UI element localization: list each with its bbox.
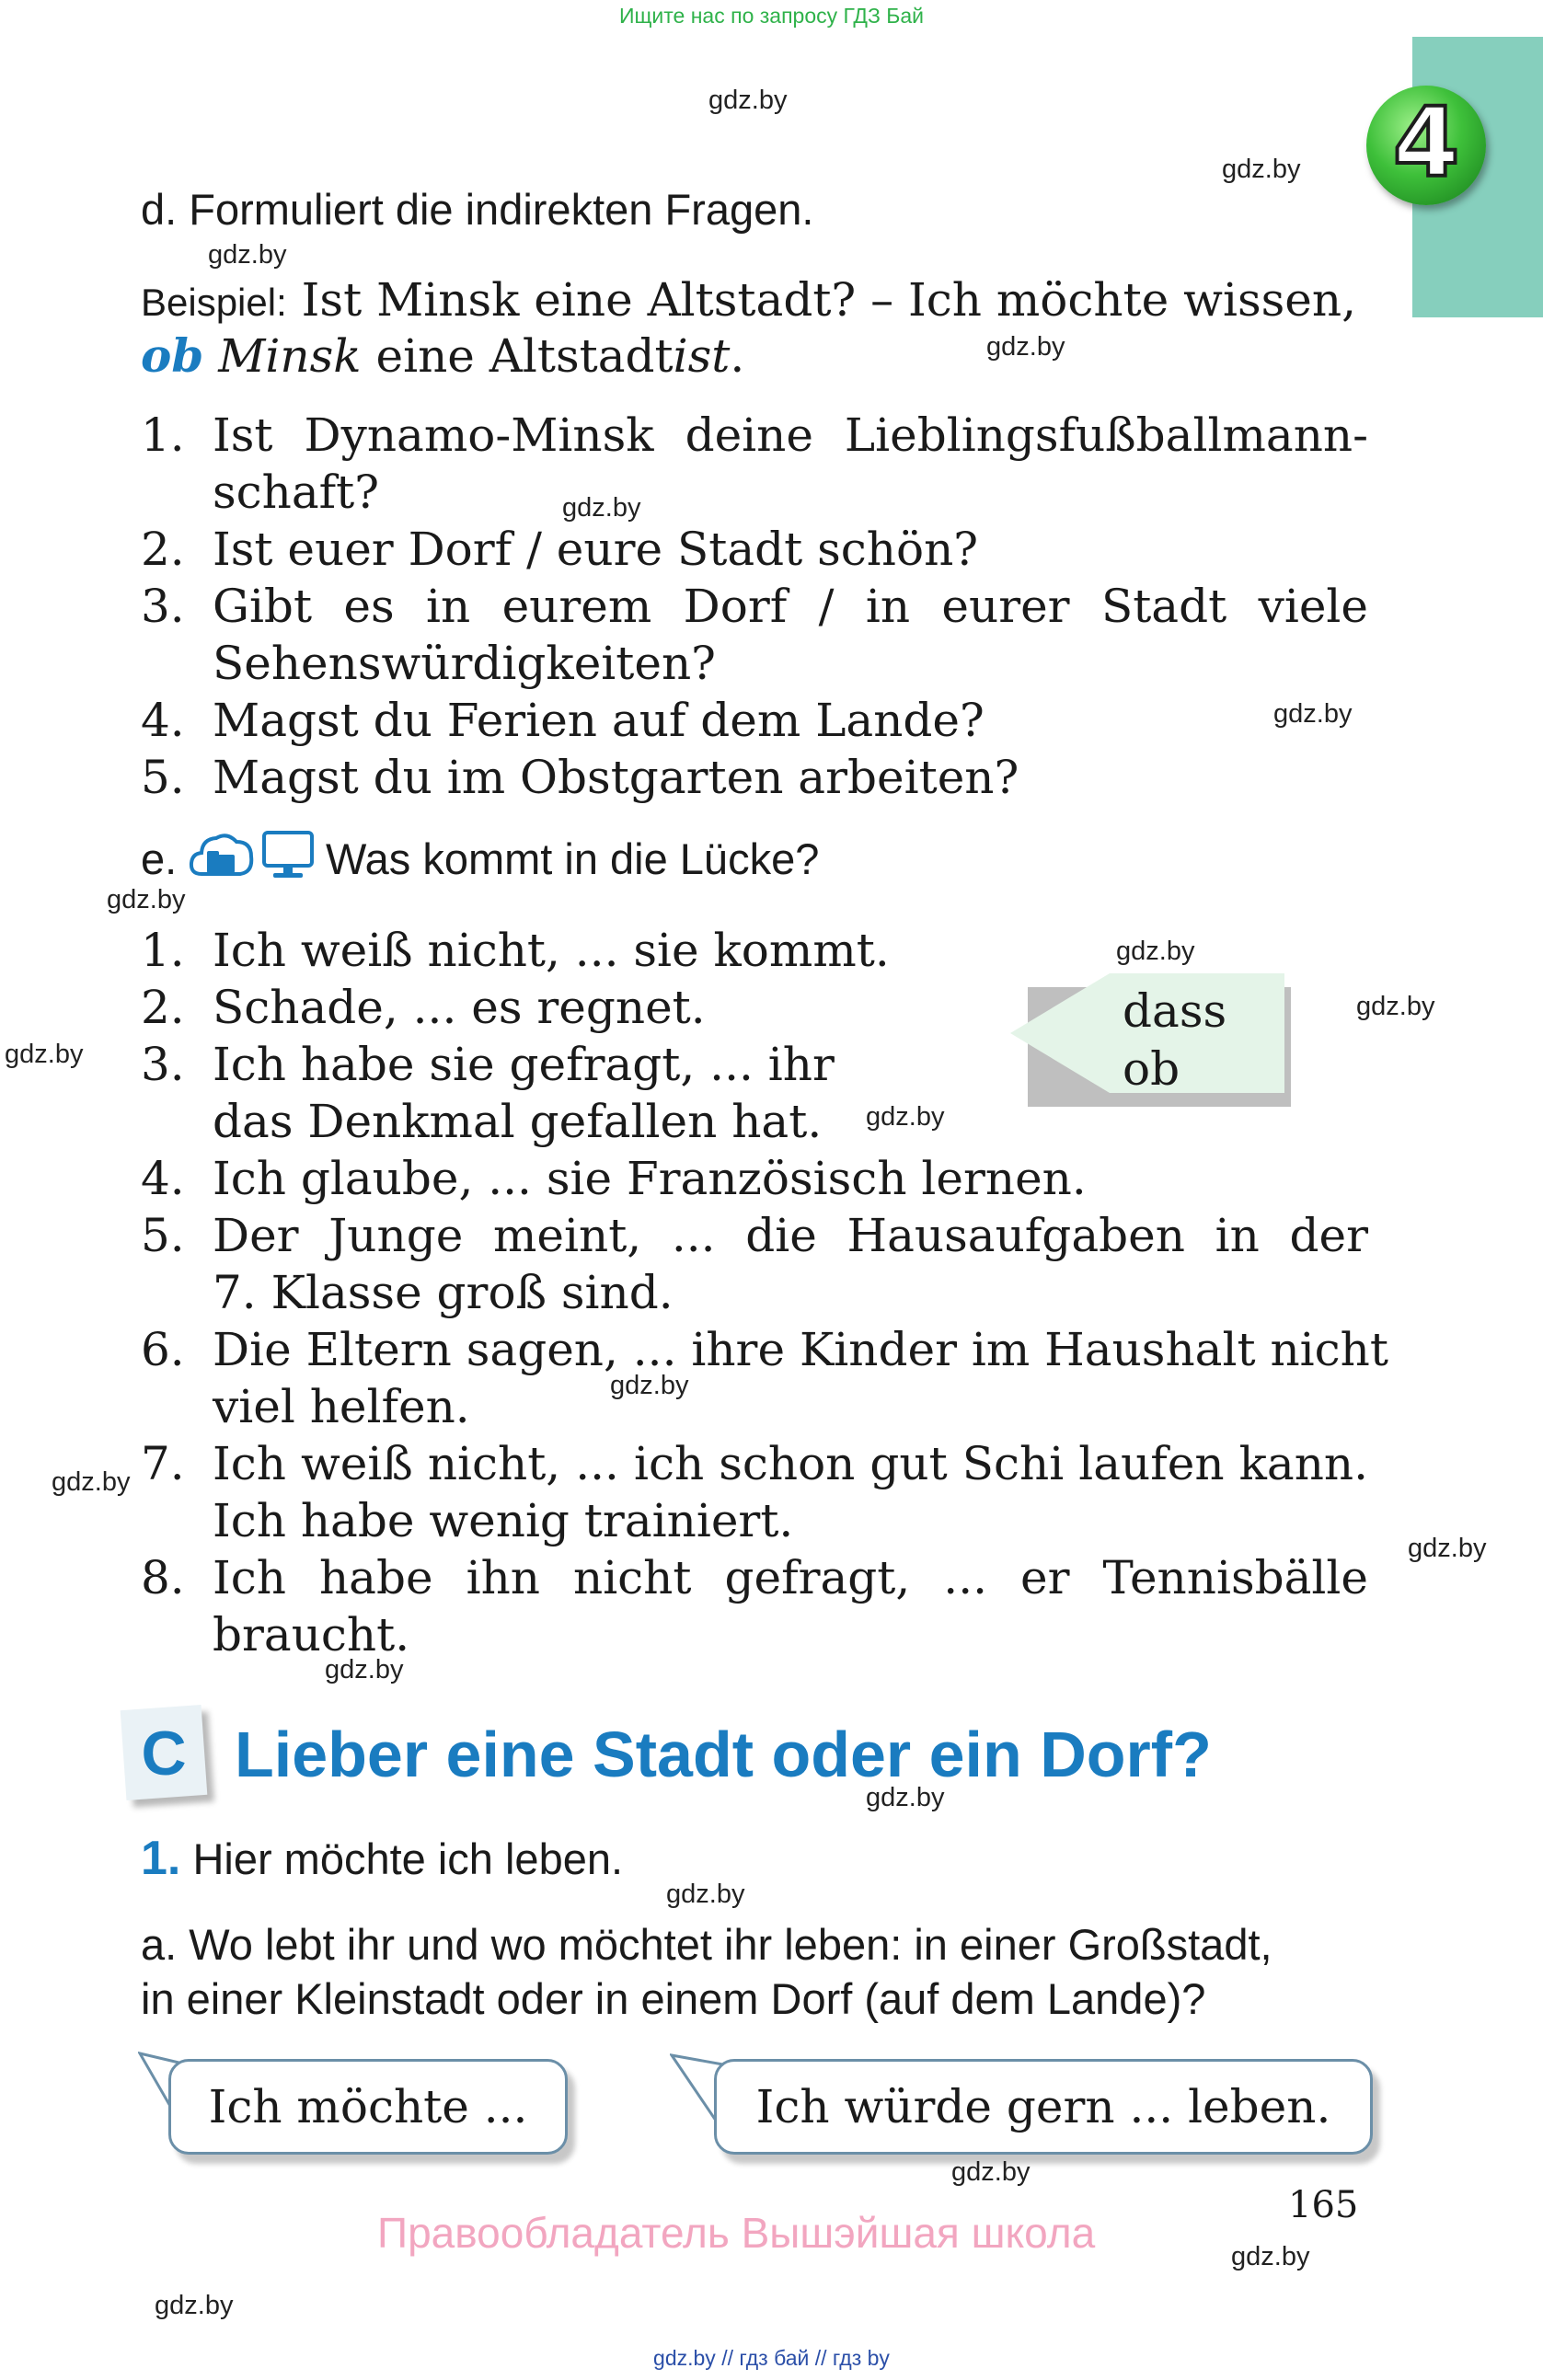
item-text: Die Eltern sagen, ... ihre Kinder im Haushalt nicht — [213, 1323, 1388, 1376]
watermark: gdz.by — [5, 1040, 84, 1069]
task-e-prefix: e. — [141, 834, 178, 883]
top-search-link[interactable]: Ищите нас по запросу ГДЗ Бай — [618, 4, 925, 28]
item-text: Ich weiß nicht, ... sie kommt. — [213, 924, 890, 977]
watermark: gdz.by — [1356, 992, 1435, 1021]
item-number: 4. — [141, 1152, 185, 1205]
task-e-heading — [141, 834, 177, 884]
item-text: Ist euer Dorf / eure Stadt schön? — [213, 523, 979, 576]
watermark: gdz.by — [951, 2157, 1031, 2187]
watermark: gdz.by — [866, 1102, 945, 1132]
item-number: 8. — [141, 1551, 185, 1604]
example-end: . — [730, 329, 745, 383]
watermark: gdz.by — [666, 1880, 745, 1909]
e-item-3 — [141, 1036, 835, 1150]
task-1-title: Hier möchte ich leben. — [192, 1834, 624, 1883]
item-number: 7. — [141, 1437, 185, 1490]
section-title: Lieber eine Stadt oder ein Dorf? — [235, 1719, 1212, 1790]
example-ob: ob — [141, 328, 204, 383]
item-text: Ich habe ihn nicht gefragt, ... er Tennisbälle — [213, 1551, 1368, 1604]
watermark: gdz.by — [208, 240, 287, 270]
watermark: gdz.by — [986, 332, 1065, 362]
item-text: Ich weiß nicht, ... ich schon gut Schi laufen kann. — [213, 1437, 1368, 1490]
e-item-1 — [141, 922, 890, 979]
option-dass: dass — [1123, 984, 1227, 1038]
watermark: gdz.by — [1273, 699, 1353, 729]
item-number: 5. — [141, 751, 185, 804]
item-text: Magst du Ferien auf dem Lande? — [213, 694, 985, 747]
item-text: Gibt es in eurem Dorf / in eurer Stadt viele — [213, 580, 1368, 633]
item-text-cont: braucht. — [213, 1608, 410, 1661]
example-mid: eine Altstadt — [375, 329, 674, 383]
item-text: Ist Dynamo-Minsk deine Lieblingsfußballmann- — [213, 408, 1368, 462]
item-text-cont: Sehenswürdigkeiten? — [213, 637, 716, 690]
example-ist: ist — [673, 329, 731, 383]
page-number: 165 — [1288, 2184, 1359, 2226]
chapter-number: 4 — [1392, 86, 1460, 199]
watermark: gdz.by — [1116, 937, 1195, 966]
e-item-5 — [141, 1207, 1368, 1321]
watermark: gdz.by — [1222, 155, 1301, 184]
item-number: 2. — [141, 981, 185, 1034]
d-item-3 — [141, 578, 1368, 692]
e-item-4 — [141, 1150, 1087, 1207]
item-text: Magst du im Obstgarten arbeiten? — [213, 751, 1019, 804]
example-line-2 — [141, 328, 744, 385]
watermark: gdz.by — [708, 86, 788, 115]
e-item-8 — [141, 1549, 1368, 1663]
item-text-cont: das Denkmal gefallen hat. — [213, 1095, 823, 1148]
item-text: Ich glaube, ... sie Französisch lernen. — [213, 1152, 1087, 1205]
item-text: Ich habe sie gefragt, ... ihr — [213, 1038, 835, 1091]
e-item-6 — [141, 1321, 1388, 1435]
item-number: 6. — [141, 1323, 185, 1376]
watermark: gdz.by — [155, 2291, 234, 2320]
watermark: gdz.by — [562, 493, 641, 523]
example-label: Beispiel: — [141, 281, 287, 324]
item-text-cont: 7. Klasse groß sind. — [213, 1266, 674, 1319]
watermark: gdz.by — [866, 1783, 945, 1812]
cloud-folder-icon[interactable] — [189, 828, 255, 881]
item-text-cont: schaft? — [213, 466, 380, 519]
example-text: Ist Minsk eine Altstadt? – Ich möchte wissen, — [301, 273, 1356, 327]
d-item-2 — [141, 521, 978, 578]
d-item-4 — [141, 692, 985, 749]
item-number: 5. — [141, 1209, 185, 1262]
task-d-heading: d. Formuliert die indirekten Fragen. — [141, 185, 814, 234]
copyright-text: Правообладатель Вышэйшая школа — [377, 2209, 1096, 2257]
item-text: Der Junge meint, ... die Hausaufgaben in der — [213, 1209, 1368, 1262]
speech-bubble-1: Ich möchte ... — [168, 2059, 568, 2155]
watermark: gdz.by — [52, 1467, 131, 1497]
e-item-2 — [141, 979, 706, 1036]
item-number: 2. — [141, 523, 185, 576]
task-1-heading — [141, 1831, 623, 1886]
example-minsk: Minsk — [218, 329, 362, 383]
task-a-line-2: in einer Kleinstadt oder in einem Dorf (auf dem Lande)? — [141, 1974, 1206, 2023]
option-ob: ob — [1123, 1042, 1180, 1096]
item-number: 1. — [141, 408, 185, 462]
watermark: gdz.by — [1231, 2242, 1310, 2271]
speech-bubble-2: Ich würde gern ... leben. — [714, 2059, 1373, 2155]
item-text-cont: Ich habe wenig trainiert. — [213, 1494, 794, 1547]
d-item-5 — [141, 749, 1019, 806]
watermark: gdz.by — [610, 1371, 689, 1400]
watermark: gdz.by — [1408, 1534, 1487, 1563]
e-item-7 — [141, 1435, 1368, 1549]
item-text: Schade, ... es regnet. — [213, 981, 706, 1034]
watermark: gdz.by — [325, 1655, 404, 1684]
item-number: 4. — [141, 694, 185, 747]
item-number: 1. — [141, 924, 185, 977]
item-text-cont: viel helfen. — [213, 1380, 470, 1433]
computer-monitor-icon[interactable] — [261, 830, 315, 881]
task-e-title: Was kommt in die Lücke? — [326, 834, 820, 883]
task-1-number: 1. — [141, 1832, 181, 1885]
section-letter: C — [141, 1719, 187, 1788]
item-number: 3. — [141, 580, 185, 633]
footer-links[interactable]: gdz.by // гдз бай // гдз by — [653, 2346, 890, 2370]
task-a-line-1: a. Wo lebt ihr und wo möchtet ihr leben: in einer Großstadt, — [141, 1920, 1272, 1969]
example-line-1 — [141, 271, 1368, 331]
d-item-1 — [141, 407, 1368, 521]
watermark: gdz.by — [107, 885, 186, 914]
item-number: 3. — [141, 1038, 185, 1091]
